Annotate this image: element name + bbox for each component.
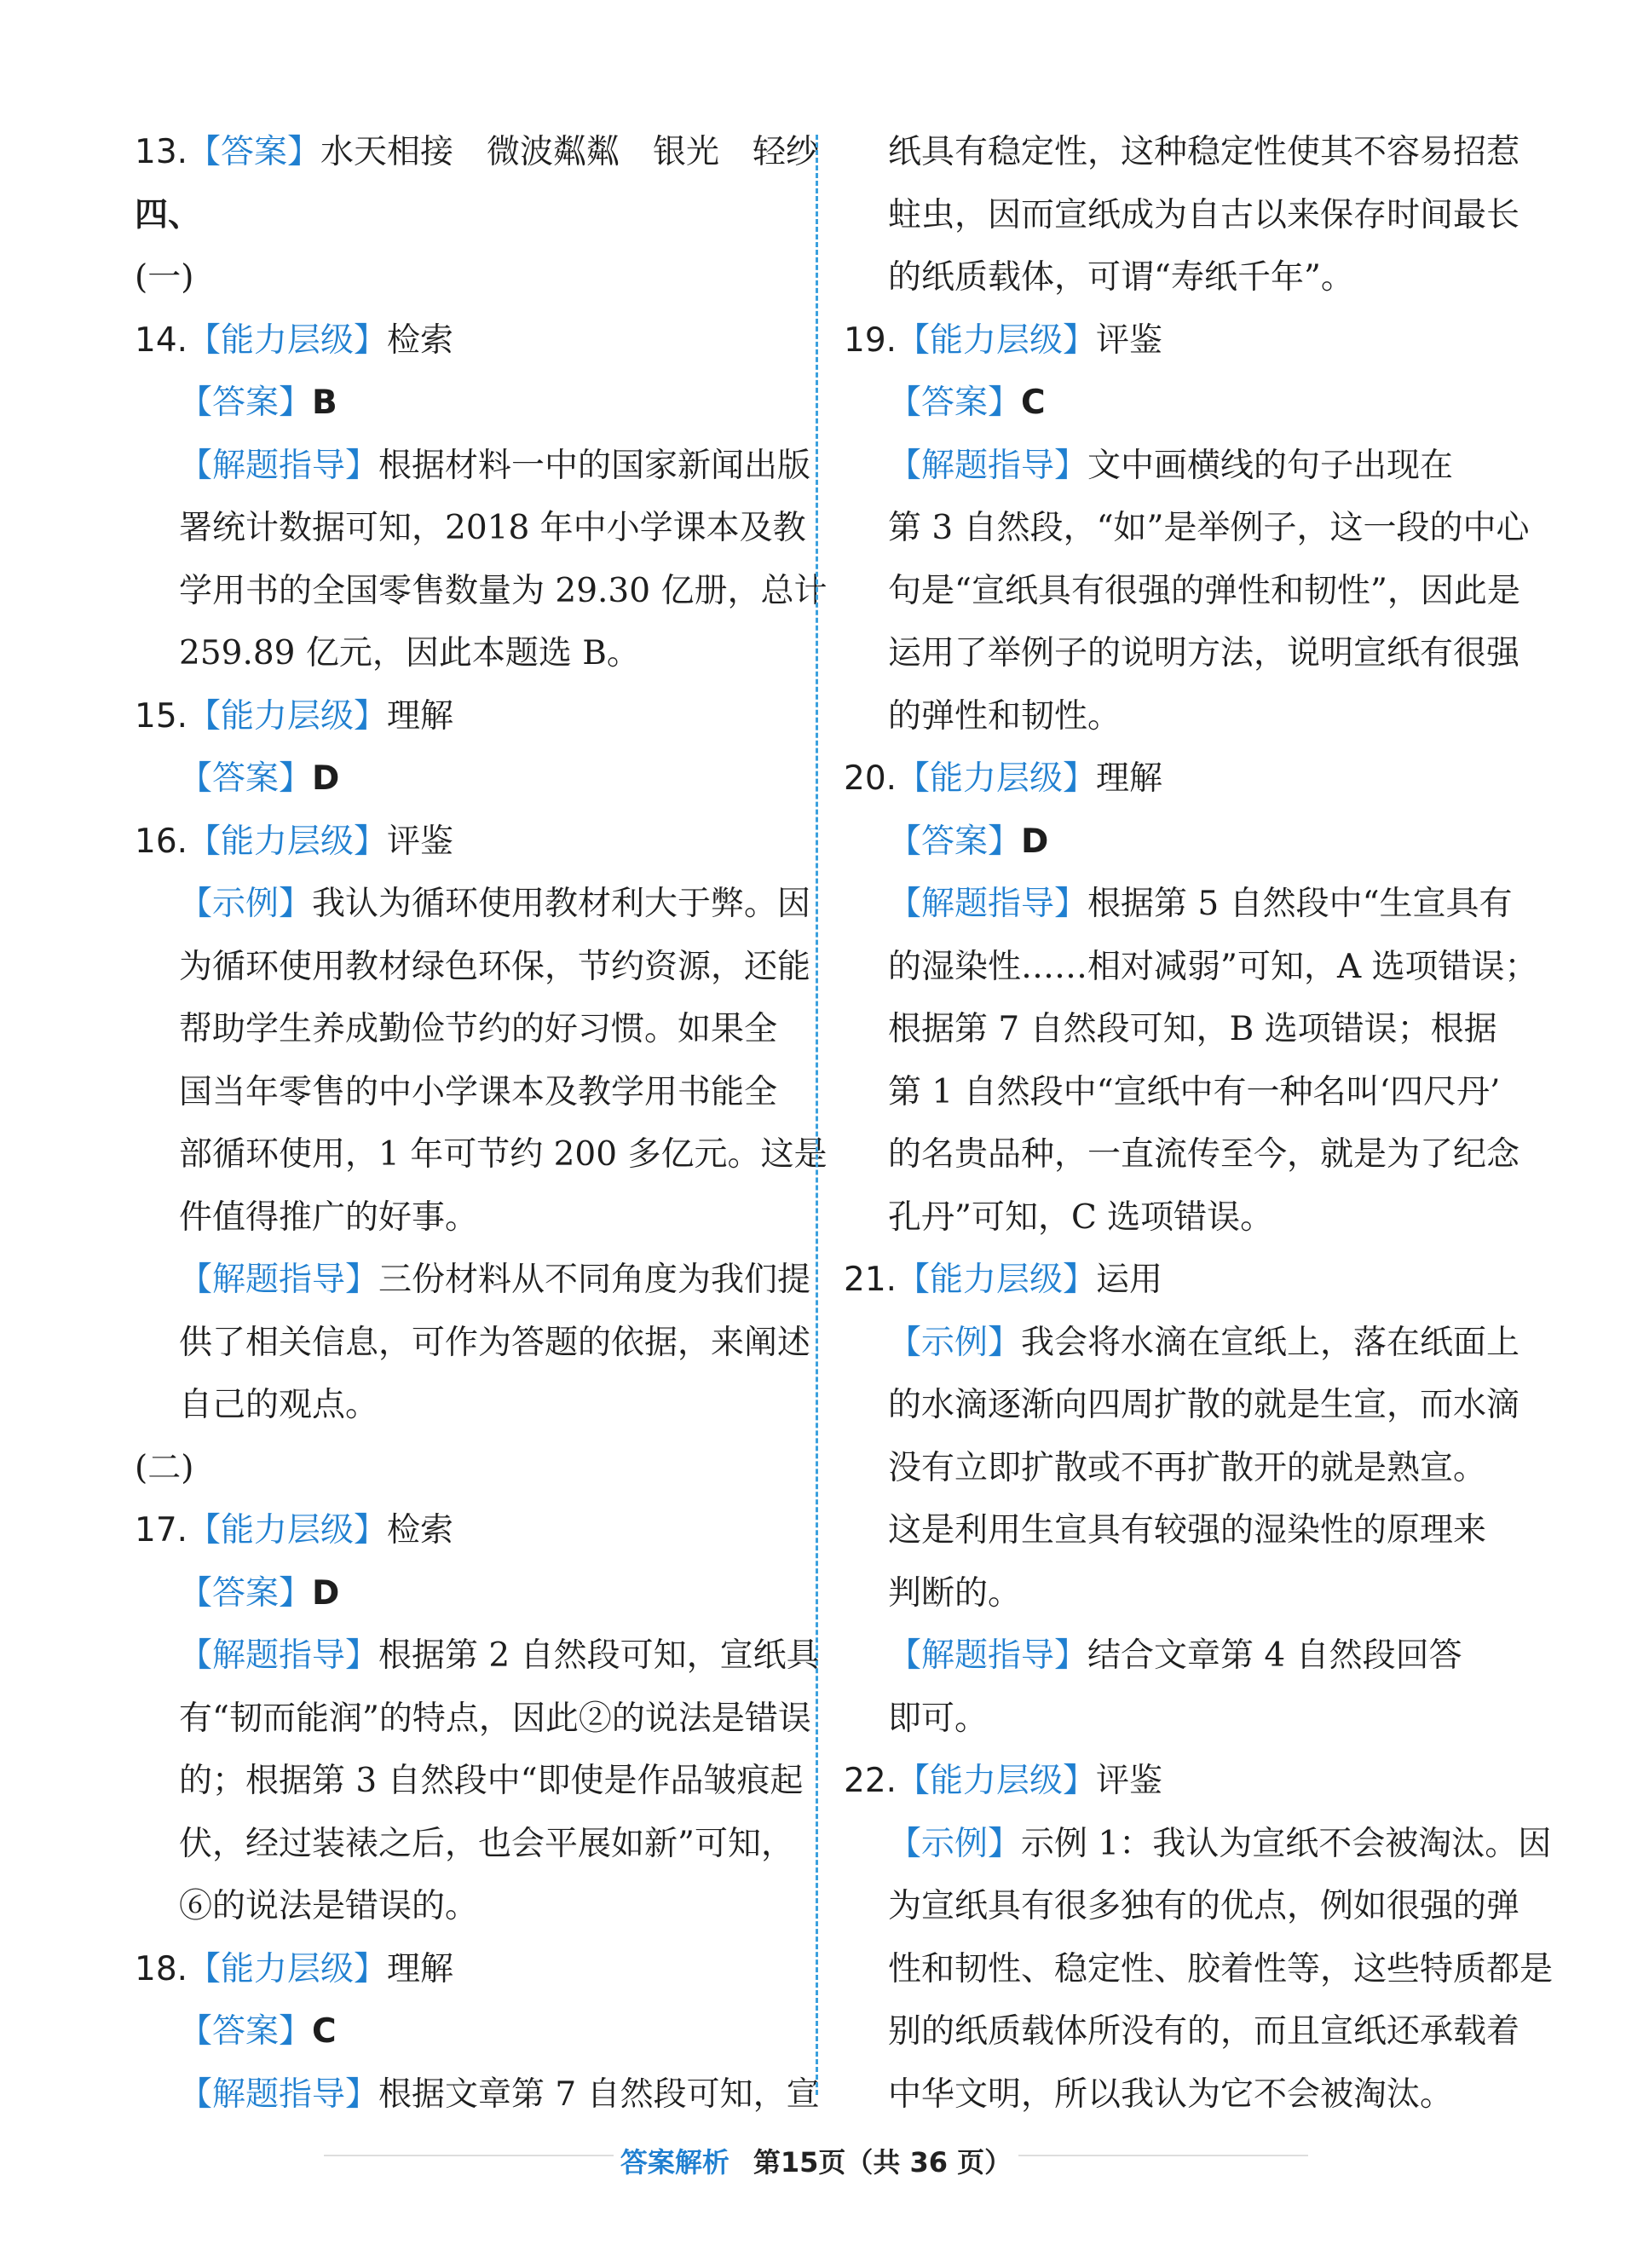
text-line — [135, 435, 811, 498]
line-text: 根据第 2 自然段可知，宣纸具 — [378, 1636, 820, 1675]
line-text: 运用了举例子的说明方法，说明宣纸有很强 — [888, 634, 1520, 672]
answer-tag: 【答案】 — [187, 133, 321, 171]
text-line — [844, 1499, 1500, 1562]
text-line — [135, 497, 806, 560]
line-text: C — [1021, 384, 1046, 422]
text-line — [844, 372, 1500, 435]
line-text: 评鉴 — [1096, 320, 1163, 360]
text-line — [844, 685, 1500, 748]
answer-tag: 【答案】 — [179, 1573, 313, 1613]
text-line — [135, 811, 791, 874]
text-line — [844, 811, 1500, 874]
line-text: 根据第 5 自然段中“生宣具有 — [1087, 885, 1513, 923]
line-text: 理解 — [387, 1949, 454, 1988]
text-line — [135, 1625, 820, 1688]
text-line — [844, 435, 1500, 498]
answer-tag: 【能力层级】 — [897, 320, 1097, 360]
line-text: D — [312, 759, 340, 798]
text-line — [844, 873, 1513, 936]
text-line — [135, 873, 811, 936]
text-line — [844, 1562, 1500, 1625]
line-text: 根据文章第 7 自然段可知，宣 — [378, 2075, 820, 2114]
text-line — [844, 1186, 1500, 1249]
line-text: 为宣纸具有很多独有的优点，例如很强的弹 — [888, 1887, 1520, 1925]
line-text: B — [312, 384, 337, 422]
line-text: 理解 — [1096, 759, 1163, 798]
text-line — [135, 1938, 791, 2001]
text-line — [135, 184, 791, 247]
line-text: 学用书的全国零售数量为 29.30 亿册，总计 — [179, 571, 828, 610]
line-text: 的弹性和韧性。 — [888, 696, 1122, 736]
line-text: ⑥的说法是错误的。 — [179, 1887, 479, 1925]
answer-tag: 【能力层级】 — [187, 320, 388, 360]
line-text: 自己的观点。 — [179, 1386, 379, 1424]
line-text: 259.89 亿元，因此本题选 B。 — [179, 634, 640, 672]
answer-tag: 【示例】 — [888, 1323, 1022, 1362]
line-text: 判断的。 — [888, 1573, 1022, 1613]
left-column — [135, 121, 828, 2126]
line-text: 中华文明，所以我认为它不会被淘汰。 — [888, 2075, 1454, 2114]
question-number: 21. — [844, 1261, 897, 1299]
text-line — [844, 998, 1500, 1061]
line-text: 这是利用生宣具有较强的湿染性的原理来 — [888, 1511, 1487, 1550]
question-number: 22. — [844, 1762, 897, 1800]
text-line — [844, 1123, 1520, 1186]
question-number: 14. — [135, 320, 188, 360]
line-text: 蛀虫，因而宣纸成为自古以来保存时间最长 — [888, 195, 1520, 234]
text-line — [135, 1312, 811, 1375]
line-text: 署统计数据可知，2018 年中小学课本及教 — [179, 509, 806, 547]
line-text: 即可。 — [888, 1699, 989, 1738]
answer-tag: 【解题指导】 — [888, 1636, 1088, 1675]
text-line — [135, 2063, 820, 2127]
column-divider — [816, 135, 818, 2095]
line-text: 没有立即扩散或不再扩散开的就是熟宣。 — [888, 1448, 1487, 1487]
answer-tag: 【答案】 — [179, 759, 313, 798]
line-text: 水天相接 微波粼粼 银光 轻纱 — [320, 133, 820, 171]
line-text: D — [1021, 822, 1049, 861]
line-text: 第 3 自然段，“如”是举例子，这一段的中心 — [888, 509, 1530, 547]
answer-tag: 【能力层级】 — [897, 1261, 1097, 1299]
text-line — [844, 1061, 1500, 1124]
line-text: 运用 — [1096, 1261, 1163, 1299]
text-line — [135, 622, 791, 685]
text-line — [844, 1312, 1520, 1375]
answer-tag: 【能力层级】 — [187, 696, 388, 736]
line-text: 件值得推广的好事。 — [179, 1197, 479, 1237]
line-text: 为循环使用教材绿色环保，节约资源，还能 — [179, 947, 811, 986]
text-line — [844, 1875, 1520, 1938]
text-line — [135, 1875, 791, 1938]
answer-tag: 【示例】 — [888, 1824, 1022, 1863]
line-text: 的纸质载体，可谓“寿纸千年”。 — [888, 258, 1354, 297]
question-number: 18. — [135, 1949, 188, 1988]
question-number: 13. — [135, 133, 188, 171]
text-line — [844, 184, 1520, 247]
answer-tag: 【解题指导】 — [179, 1261, 379, 1299]
line-text: 检索 — [387, 1511, 454, 1550]
text-line — [844, 1750, 1500, 1813]
line-text: 根据材料一中的国家新闻出版 — [378, 446, 811, 485]
answer-tag: 【能力层级】 — [187, 822, 388, 861]
line-text: 句是“宣纸具有很强的弹性和韧性”，因此是 — [888, 571, 1520, 610]
line-text: (一) — [135, 258, 194, 297]
line-text: (二) — [135, 1448, 194, 1487]
line-text: 的名贵品种，一直流传至今，就是为了纪念 — [888, 1135, 1520, 1174]
answer-tag: 【解题指导】 — [179, 2075, 379, 2114]
text-line — [135, 1249, 811, 1312]
line-text: 纸具有稳定性，这种稳定性使其不容易招惹 — [888, 133, 1520, 171]
line-text: 结合文章第 4 自然段回答 — [1087, 1636, 1462, 1675]
text-line — [135, 560, 828, 623]
question-number: 16. — [135, 822, 188, 861]
line-text: 性和韧性、稳定性、胶着性等，这些特质都是 — [888, 1949, 1554, 1988]
line-text: 有“韧而能润”的特点，因此②的说法是错误 — [179, 1699, 811, 1738]
answer-tag: 【能力层级】 — [897, 1762, 1097, 1800]
answer-tag: 【解题指导】 — [888, 446, 1088, 485]
line-text: 孔丹”可知，C 选项错误。 — [888, 1197, 1274, 1237]
line-text: 评鉴 — [387, 822, 454, 861]
answer-tag: 【示例】 — [179, 885, 313, 923]
line-text: 第 1 自然段中“宣纸中有一种名叫‘四尺丹’ — [888, 1072, 1501, 1111]
line-text: 的湿染性……相对减弱”可知，A 选项错误； — [888, 947, 1538, 986]
line-text: 检索 — [387, 320, 454, 360]
text-line — [844, 1813, 1552, 1876]
text-line — [844, 1625, 1500, 1688]
answer-tag: 【答案】 — [179, 2012, 313, 2051]
right-column — [844, 121, 1554, 2126]
line-text: 根据第 7 自然段可知，B 选项错误；根据 — [888, 1010, 1497, 1048]
question-number: 17. — [135, 1511, 188, 1550]
text-line — [135, 121, 820, 184]
question-number: 15. — [135, 696, 188, 736]
text-line — [135, 685, 791, 748]
line-text: D — [312, 1573, 340, 1613]
text-line — [844, 1437, 1500, 1500]
answer-tag: 【能力层级】 — [187, 1511, 388, 1550]
answer-tag: 【答案】 — [888, 384, 1022, 422]
text-line — [135, 1688, 811, 1751]
text-line — [844, 2063, 1500, 2127]
text-line — [844, 622, 1520, 685]
line-text: 别的纸质载体所没有的，而且宣纸还承载着 — [888, 2012, 1520, 2051]
answer-tag: 【解题指导】 — [888, 885, 1088, 923]
text-line — [135, 2000, 791, 2063]
question-number: 19. — [844, 320, 897, 360]
text-line — [844, 560, 1520, 623]
footer-label: 答案解析 — [620, 2146, 729, 2179]
text-line — [844, 1374, 1520, 1437]
text-line — [135, 309, 791, 372]
answer-tag: 【解题指导】 — [179, 1636, 379, 1675]
line-text: C — [312, 2012, 337, 2051]
text-line — [844, 121, 1520, 184]
line-text: 文中画横线的句子出现在 — [1087, 446, 1454, 485]
text-line — [844, 936, 1538, 999]
question-number: 20. — [844, 759, 897, 798]
text-line — [135, 936, 811, 999]
line-text: 三份材料从不同角度为我们提 — [378, 1261, 811, 1299]
line-text: 我认为循环使用教材利大于弊。因 — [312, 885, 811, 923]
line-text: 我会将水滴在宣纸上，落在纸面上 — [1021, 1323, 1520, 1362]
line-text: 帮助学生养成勤俭节约的好习惯。如果全 — [179, 1010, 778, 1048]
text-line — [135, 998, 791, 1061]
text-line — [135, 1750, 804, 1813]
line-text: 的；根据第 3 自然段中“即使是作品皱痕起 — [179, 1762, 804, 1800]
line-text: 国当年零售的中小学课本及教学用书能全 — [179, 1072, 778, 1111]
text-line — [844, 1688, 1500, 1751]
text-line — [135, 372, 791, 435]
text-line — [135, 1374, 791, 1437]
text-line — [844, 1249, 1500, 1312]
answer-tag: 【答案】 — [179, 384, 313, 422]
text-line — [135, 1123, 828, 1186]
line-text: 的水滴逐渐向四周扩散的就是生宣，而水滴 — [888, 1386, 1520, 1424]
text-line — [135, 246, 791, 309]
page-number: 第15页（共 36 页） — [753, 2146, 1012, 2179]
text-line — [135, 1813, 794, 1876]
text-line — [844, 246, 1500, 309]
text-line — [135, 747, 791, 811]
line-text: 示例 1：我认为宣纸不会被淘汰。因 — [1021, 1824, 1552, 1863]
line-text: 伏，经过装裱之后，也会平展如新”可知， — [179, 1824, 794, 1863]
answer-tag: 【答案】 — [888, 822, 1022, 861]
page-footer — [0, 2141, 1632, 2180]
answer-tag: 【解题指导】 — [179, 446, 379, 485]
text-line — [844, 309, 1500, 372]
line-text: 部循环使用，1 年可节约 200 多亿元。这是 — [179, 1135, 828, 1174]
line-text: 理解 — [387, 696, 454, 736]
line-text: 评鉴 — [1096, 1762, 1163, 1800]
answer-tag: 【能力层级】 — [897, 759, 1097, 798]
text-line — [844, 1938, 1554, 2001]
text-line — [135, 1186, 791, 1249]
text-line — [135, 1437, 791, 1500]
text-line — [135, 1061, 791, 1124]
line-text: 供了相关信息，可作为答题的依据，来阐述 — [179, 1323, 811, 1362]
text-line — [135, 1499, 791, 1562]
text-line — [135, 1562, 791, 1625]
text-line — [844, 2000, 1520, 2063]
text-line — [844, 747, 1500, 811]
text-line — [844, 497, 1530, 560]
line-text: 四、 — [135, 195, 202, 234]
answer-tag: 【能力层级】 — [187, 1949, 388, 1988]
